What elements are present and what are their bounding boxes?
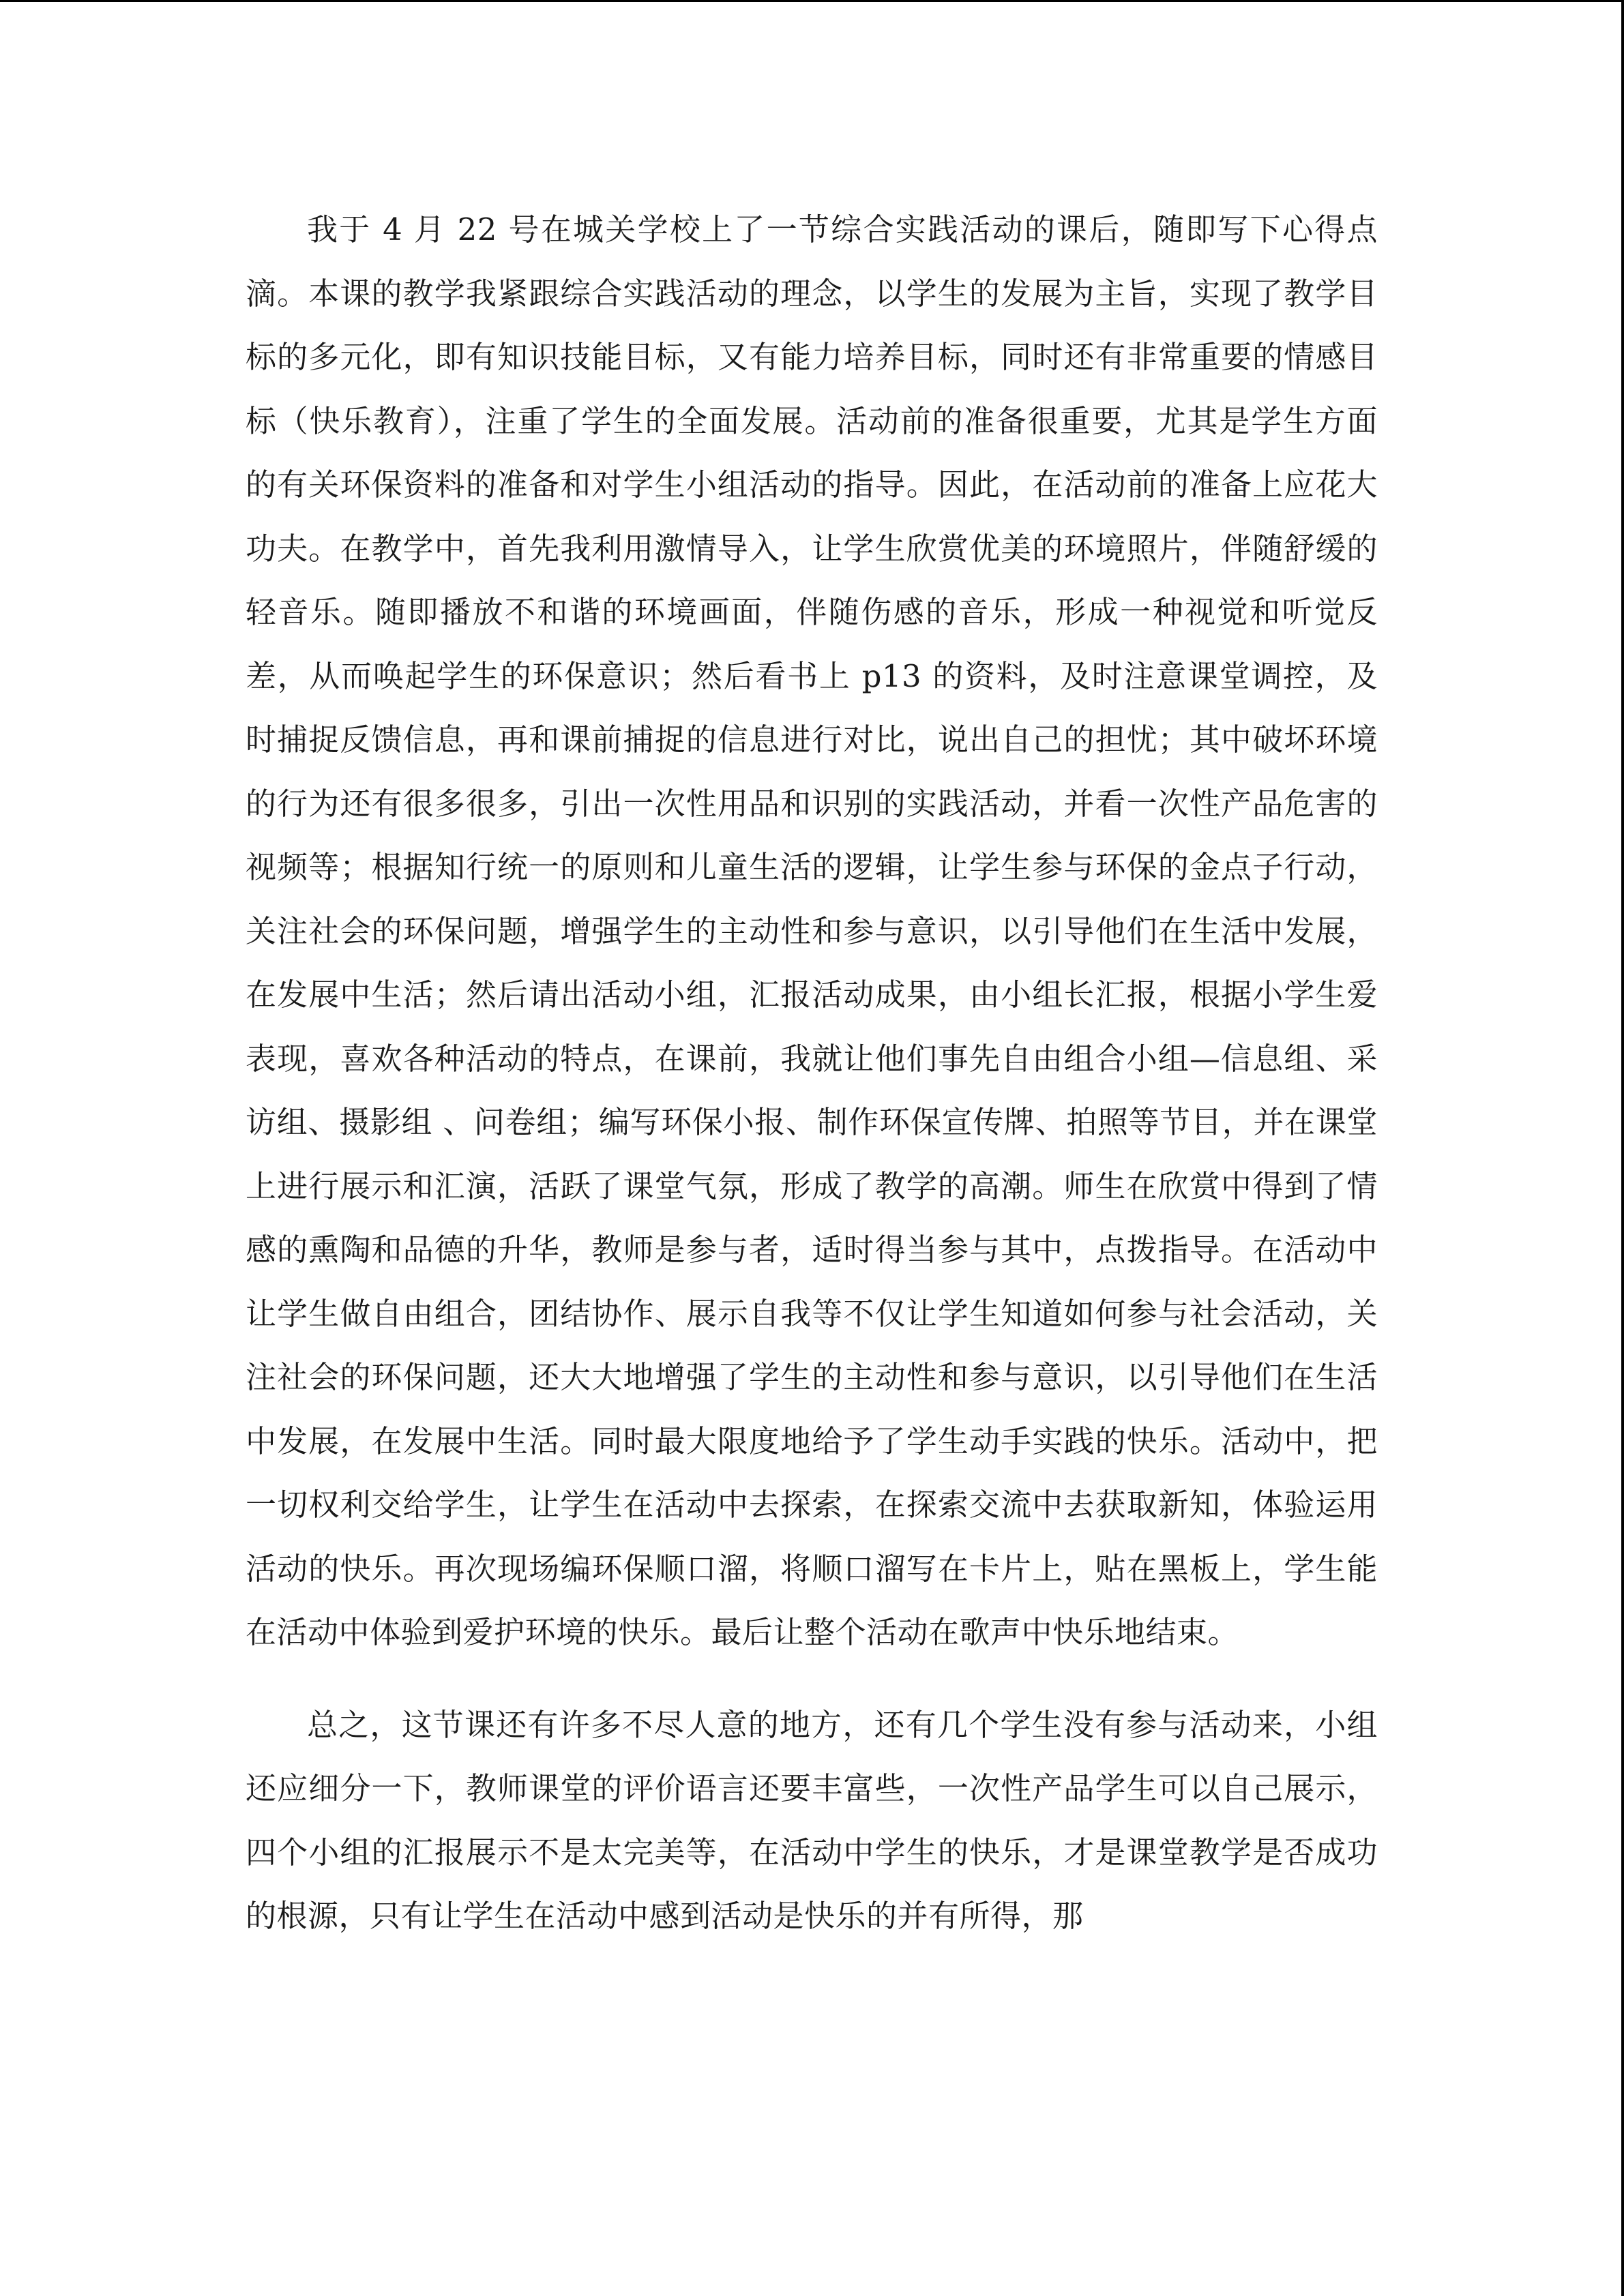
paragraph-summary: 总之，这节课还有许多不尽人意的地方，还有几个学生没有参与活动来，小组还应细分一下，教师课堂的评价语言还要丰富些，一次性产品学生可以自己展示，四个小组的汇报展示不是太完美等，在活动中学生的快乐，才是课堂教学是否成功的根源，只有让学生在活动中感到活动是快乐的并有所得，那 — [246, 1706, 1378, 1934]
document-body — [246, 198, 1378, 1948]
page-border-top — [0, 0, 1624, 2]
paragraph-reflection: 我于 4 月 22 号在城关学校上了一节综合实践活动的课后，随即写下心得点滴。本课的教学我紧跟综合实践活动的理念，以学生的发展为主旨，实现了教学目标的多元化，即有知识技能目标，又有能力培养目标，同时还有非常重要的情感目标（快乐教育），注重了学生的全面发展。活动前的准备很重要，尤其是学生方面的有关环保资料的准备和对学生小组活动的指导。因此，在活动前的准备上应花大功夫。在教学中，首先我利用激情导入，让学生欣赏优美的环境照片，伴随舒缓的轻音乐。随即播放不和谐的环境画面，伴随伤感的音乐，形成一种视觉和听觉反差，从而唤起学生的环保意识；然后看书上 p13 的资料，及时注意课堂调控，及时捕捉反馈信息，再和课前捕捉的信息进行对比，说出自己的担忧；其中破坏环境的行为还有很多很多，引出一次性用品和识别的实践活动，并看一次性产品危害的视频等；根据知行统一的原则和儿童生活的逻辑，让学生参与环保的金点子行动，关注社会的环保问题，增强学生的主动性和参与意识，以引导他们在生活中发展，在发展中生活；然后请出活动小组，汇报活动成果，由小组长汇报，根据小学生爱表现，喜欢各种活动的特点，在课前，我就让他们事先自由组合小组—信息组、采访组、摄影组 、问卷组；编写环保小报、制作环保宣传牌、拍照等节目，并在课堂上进行展示和汇演，活跃了课堂气氛，形成了教学的高潮。师生在欣赏中得到了情感的熏陶和品德的升华，教师是参与者，适时得当参与其中，点拨指导。在活动中让学生做自由组合，团结协作、展示自我等不仅让学生知道如何参与社会活动，关注社会的环保问题，还大大地增强了学生的主动性和参与意识，以引导他们在生活中发展，在发展中生活。同时最大限度地给予了学生动手实践的快乐。活动中，把一切权利交给学生，让学生在活动中去探索，在探索交流中去获取新知，体验运用活动的快乐。再次现场编环保顺口溜，将顺口溜写在卡片上，贴在黑板上，学生能在活动中体验到爱护环境的快乐。最后让整个活动在歌声中快乐地结束。 — [246, 211, 1378, 1650]
page-border-right — [1621, 0, 1624, 2296]
